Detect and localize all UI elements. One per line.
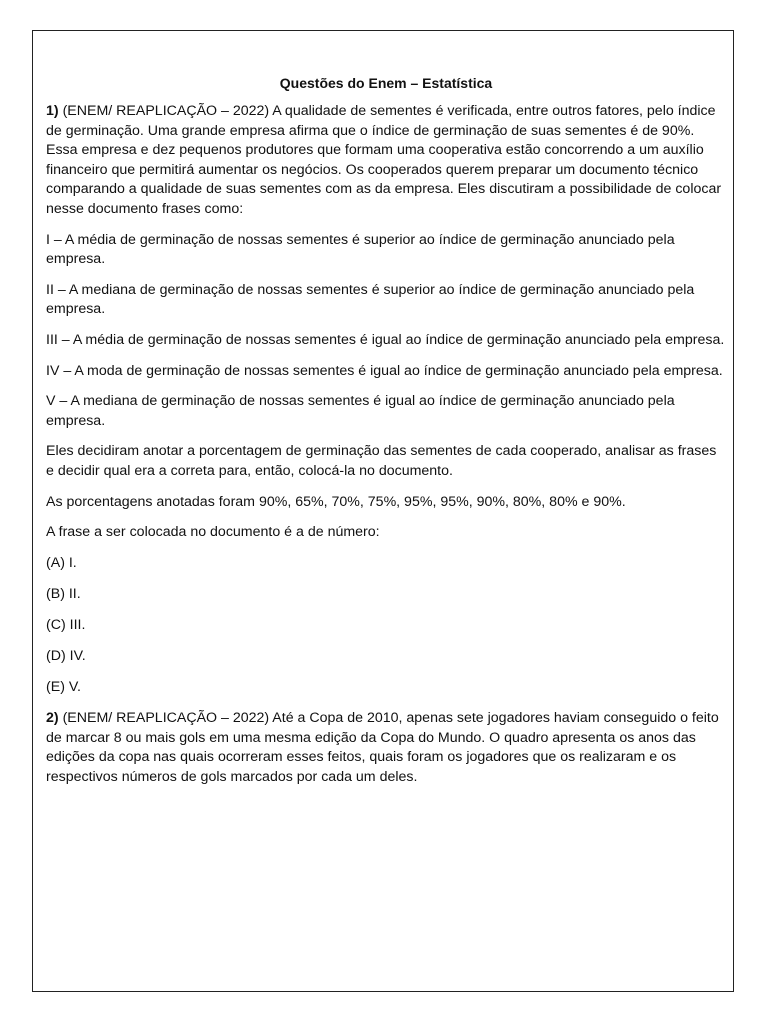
option-c: (C) III. bbox=[46, 616, 86, 633]
question-2 bbox=[46, 709, 726, 787]
document-title: Questões do Enem – Estatística bbox=[279, 75, 493, 91]
question-2-number: 2) bbox=[46, 710, 59, 727]
option-e: (E) V. bbox=[46, 679, 81, 696]
decision-paragraph: Eles decidiram anotar a porcentagem de germinação das sementes de cada cooperado, analisar as frases e decidir qual era a correta para, então, colocá-la no documento. bbox=[46, 443, 717, 479]
option-a: (A) I. bbox=[46, 554, 77, 571]
data-paragraph: As porcentagens anotadas foram 90%, 65%, 70%, 75%, 95%, 95%, 90%, 80%, 80% e 90%. bbox=[46, 493, 626, 510]
question-1-number: 1) bbox=[46, 103, 59, 119]
question-prompt: A frase a ser colocada no documento é a de número: bbox=[46, 524, 380, 541]
question-1-intro bbox=[46, 102, 726, 220]
statement-v: V – A mediana de germinação de nossas sementes é igual ao índice de germinação anunciado pela empresa. bbox=[46, 393, 675, 429]
statement-iii: III – A média de germinação de nossas sementes é igual ao índice de germinação anunciado pela empresa. bbox=[46, 331, 725, 348]
statement-ii: II – A mediana de germinação de nossas sementes é superior ao índice de germinação anunciado pela empresa. bbox=[46, 281, 695, 318]
document-body bbox=[46, 74, 726, 799]
statement-iv: IV – A moda de germinação de nossas sementes é igual ao índice de germinação anunciado pela empresa. bbox=[46, 362, 723, 379]
option-d: (D) IV. bbox=[46, 647, 86, 664]
question-2-text: (ENEM/ REAPLICAÇÃO – 2022) Até a Copa de 2010, apenas sete jogadores haviam conseguido o feito de marcar 8 ou mais gols em uma mesma edição da Copa do Mundo. O quadro apresenta os anos das edições da copa nas quais ocorreram esses feitos, quais foram os jogadores que os realizaram e os respectivos números de gols marcados por cada um deles. bbox=[46, 710, 719, 785]
option-b: (B) II. bbox=[46, 585, 81, 602]
question-1-text: (ENEM/ REAPLICAÇÃO – 2022) A qualidade de sementes é verificada, entre outros fatores, pelo índice de germinação. Uma grande empresa afirma que o índice de germinação de suas sementes é de 90%. Essa empresa e dez pequenos produtores que formam uma cooperativa estão concorrendo a um auxílio financeiro que permitirá aumentar os negócios. Os cooperados querem preparar um documento técnico comparando a qualidade de suas sementes com as da empresa. Eles discutiram a possibilidade de colocar nesse documento frases como: bbox=[46, 103, 722, 217]
statement-i: I – A média de germinação de nossas sementes é superior ao índice de germinação anunciado pela empresa. bbox=[46, 231, 675, 268]
